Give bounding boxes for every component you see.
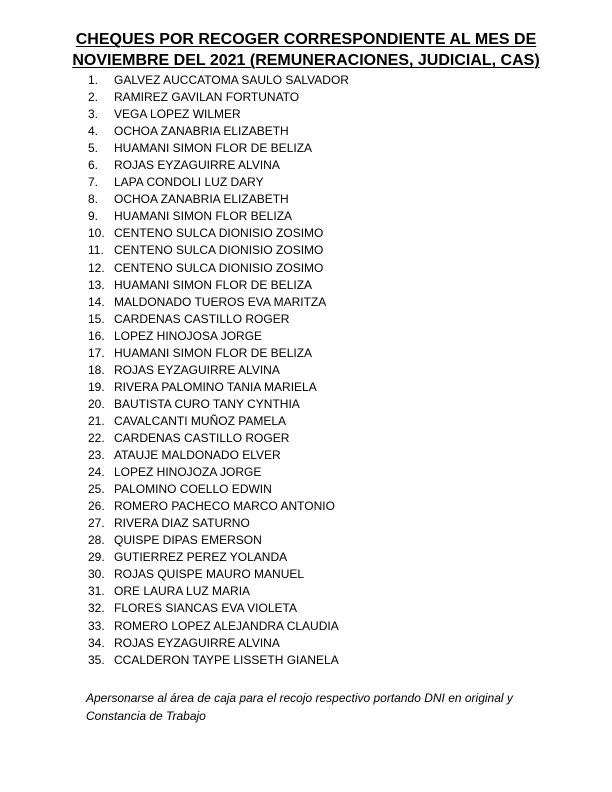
list-item-name: CENTENO SULCA DIONISIO ZOSIMO [114,226,324,241]
list-item-name: ROMERO LOPEZ ALEJANDRA CLAUDIA [114,618,339,633]
list-item-number: 24. [88,465,105,480]
list-item-name: CARDENAS CASTILLO ROGER [114,430,290,445]
title-line-2: NOVIEMBRE DEL 2021 (REMUNERACIONES, JUDICIAL, CAS) [72,52,540,69]
list-item-number: 27. [88,516,105,531]
list-item-name: HUAMANI SIMON FLOR DE BELIZA [114,141,313,156]
list-item [88,225,349,242]
list-item-name: LOPEZ HINOJOZA JORGE [114,465,262,480]
list-item-name: HUAMANI SIMON FLOR DE BELIZA [114,345,313,360]
list-item [88,294,349,311]
list-item [88,157,349,174]
list-item [88,277,349,294]
list-item-number: 33. [88,618,105,633]
list-item [88,413,349,430]
list-item-name: RIVERA PALOMINO TANIA MARIELA [114,379,317,394]
list-item-number: 1. [88,73,99,87]
list-item [88,260,349,277]
list-item-number: 10. [88,226,105,241]
instructions-note: Apersonarse al área de caja para el recojo respectivo portando DNI en original y Constancia de Trabajo [86,691,513,723]
list-item-name: ATAUJE MALDONADO ELVER [114,448,281,463]
list-item-name: QUISPE DIPAS EMERSON [114,533,262,548]
list-item [88,652,349,669]
list-item-number: 5. [88,141,99,156]
list-item-number: 18. [88,362,105,377]
list-item [88,532,349,549]
list-item-name: OCHOA ZANABRIA ELIZABETH [114,192,289,207]
list-item-name: HUAMANI SIMON FLOR BELIZA [114,209,293,224]
list-item [88,498,349,515]
list-item-name: RAMIREZ GAVILAN FORTUNATO [114,90,300,105]
list-item [88,447,349,464]
list-item [88,583,349,600]
list-item [88,191,349,208]
list-item [88,123,349,140]
list-item-number: 12. [88,260,105,275]
list-item-number: 17. [88,345,105,360]
list-item-number: 2. [88,90,99,105]
list-item [88,72,349,89]
list-item [88,311,349,328]
list-item [88,396,349,413]
list-item-name: ROJAS EYZAGUIRRE ALVINA [114,635,280,650]
list-item-name: LOPEZ HINOJOSA JORGE [114,328,263,343]
list-item-number: 25. [88,482,105,497]
list-item-number: 31. [88,584,105,599]
list-item [88,379,349,396]
list-item-number: 7. [88,175,99,190]
list-item [88,345,349,362]
list-item-number: 11. [88,243,104,258]
list-item-name: PALOMINO COELLO EDWIN [114,482,272,497]
list-item [88,481,349,498]
list-item-name: CARDENAS CASTILLO ROGER [114,311,290,326]
list-item-name: ROJAS EYZAGUIRRE ALVINA [114,158,280,173]
list-item-number: 15. [88,311,105,326]
list-item [88,140,349,157]
list-item-name: ROJAS QUISPE MAURO MANUEL [114,567,305,582]
list-item [88,362,349,379]
list-item-name: GALVEZ AUCCATOMA SAULO SALVADOR [114,73,349,87]
document-title [0,29,612,71]
list-item-name: LAPA CONDOLI LUZ DARY [114,175,264,190]
list-item [88,618,349,635]
list-item-number: 3. [88,107,99,122]
list-item-number: 13. [88,277,105,292]
list-item [88,208,349,225]
list-item [88,89,349,106]
list-item-number: 6. [88,158,99,173]
list-item-name: OCHOA ZANABRIA ELIZABETH [114,124,289,139]
list-item-number: 9. [88,209,99,224]
list-item-name: HUAMANI SIMON FLOR DE BELIZA [114,277,313,292]
list-item-number: 23. [88,448,105,463]
list-item [88,328,349,345]
list-item-name: CENTENO SULCA DIONISIO ZOSIMO [114,243,324,258]
list-item-number: 16. [88,328,105,343]
list-item-name: CENTENO SULCA DIONISIO ZOSIMO [114,260,324,275]
list-item-name: FLORES SIANCAS EVA VIOLETA [114,601,297,616]
list-item [88,600,349,617]
list-item-number: 20. [88,396,105,411]
list-item [88,242,349,259]
list-item [88,106,349,123]
list-item [88,174,349,191]
list-item-number: 34. [88,635,105,650]
list-item-name: MALDONADO TUEROS EVA MARITZA [114,294,327,309]
list-item [88,464,349,481]
cheque-recipient-list [88,72,349,669]
list-item-number: 32. [88,601,105,616]
list-item-number: 8. [88,192,99,207]
list-item-name: VEGA LOPEZ WILMER [114,107,241,122]
list-item-name: BAUTISTA CURO TANY CYNTHIA [114,396,300,411]
list-item-number: 28. [88,533,105,548]
list-item [88,515,349,532]
list-item-number: 30. [88,567,105,582]
list-item-name: GUTIERREZ PEREZ YOLANDA [114,550,288,565]
list-item [88,549,349,566]
list-item-name: CAVALCANTI MUÑOZ PAMELA [114,413,287,428]
list-item-number: 14. [88,294,105,309]
list-item-name: CCALDERON TAYPE LISSETH GIANELA [114,652,339,667]
list-item-name: ROJAS EYZAGUIRRE ALVINA [114,362,280,377]
list-item-number: 29. [88,550,105,565]
list-item-number: 35. [88,652,105,667]
list-item-name: ROMERO PACHECO MARCO ANTONIO [114,499,335,514]
list-item-number: 4. [88,124,99,139]
list-item [88,566,349,583]
list-item [88,430,349,447]
list-item-name: ORE LAURA LUZ MARIA [114,584,251,599]
title-line-1: CHEQUES POR RECOGER CORRESPONDIENTE AL MES DE [75,31,537,48]
list-item-number: 19. [88,379,105,394]
list-item-number: 26. [88,499,105,514]
list-item [88,635,349,652]
list-item-name: RIVERA DIAZ SATURNO [114,516,250,531]
list-item-number: 21. [88,413,105,428]
list-item-number: 22. [88,430,105,445]
